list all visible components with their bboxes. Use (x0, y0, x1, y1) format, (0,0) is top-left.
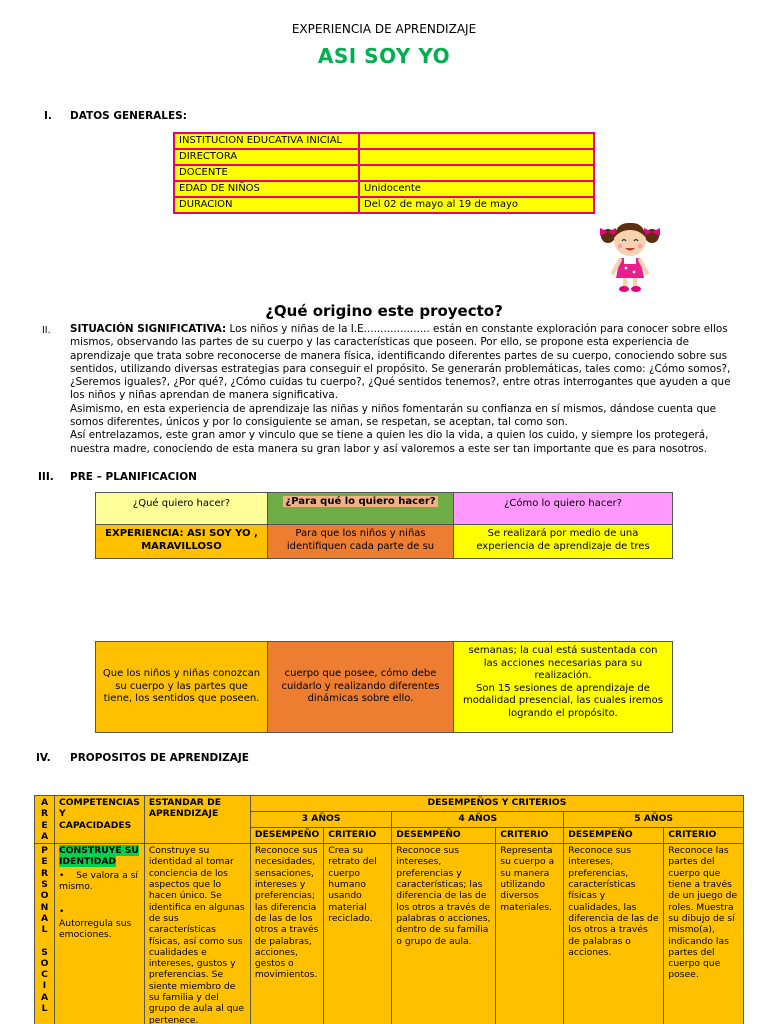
area-letter: E (41, 819, 48, 831)
table-row (174, 149, 594, 165)
table-cell: cuerpo que posee, cómo debe cuidarlo y realizando diferentes dinámicas sobre ello. (268, 642, 454, 733)
table-cell-label: DURACION (174, 197, 359, 213)
table-cell-value: Unidocente (359, 181, 594, 197)
table-row (174, 181, 594, 197)
pre-planificacion-table (95, 492, 673, 559)
area-letter: A (40, 797, 49, 808)
area-header (35, 796, 55, 844)
table-cell (454, 642, 673, 733)
datos-generales-table (173, 132, 595, 214)
criterio-3-cell: Crea su retrato del cuerpo humano usando material reciclado. (324, 844, 392, 1024)
table-header-row (35, 796, 744, 812)
table-cell-label: DIRECTORA (174, 149, 359, 165)
document-title: ASI SOY YO (317, 44, 451, 68)
situacion-significativa (70, 323, 736, 456)
section-4-number: IV. (36, 752, 51, 764)
area-letter: A (40, 830, 49, 842)
table-row (96, 642, 673, 733)
competencias-header: COMPETENCIAS Y CAPACIDADES (55, 796, 145, 844)
table-cell: Se realizará por medio de una experiencia de aprendizaje de tres (454, 525, 673, 559)
area-letter: O (40, 890, 49, 902)
table-cell: Para que los niños y niñas identifiquen cada parte de su (268, 525, 454, 559)
area-letter: L (41, 924, 48, 936)
section-1-number: I. (44, 110, 52, 122)
criterio-4-cell: Representa su cuerpo a su manera utilizando diversos materiales. (496, 844, 564, 1024)
age-header: 5 AÑOS (564, 812, 744, 828)
table-header-row (96, 493, 673, 525)
paragraph (70, 323, 736, 403)
cell-line: semanas; la cual está sustentada con las acciones necesarias para su realización. (468, 645, 658, 681)
cell-line: Son 15 sesiones de aprendizaje de modalidad presencial, las cuales iremos logrando el propósito. (463, 682, 663, 719)
desempeno-5-cell: Reconoce sus intereses, preferencias, características físicas y cualidades, las diferencia de las de los otros a través de palabras o acciones. (564, 844, 664, 1024)
table-row (174, 197, 594, 213)
paragraph-text: Los niños y niñas de la I.E.................... están en constante exploración para conocer sobre ellos mismos, observando las partes de su cuerpo y las características que poseen. Por ello, se propone esta experiencia de aprendizaje que trata sobre reconocerse de manera física, identificando diferentes partes de su cuerpo, conociendo sobre sus sentidos, utilizando diversas estrategias para conseguir el propósito. Se generarán problemáticas, tales como: ¿Cómo somos?, ¿Seremos iguales?, ¿Por qué?, ¿Cómo cuidas tu cuerpo?, ¿Qué sentidos tenemos?, entre otras interrogantes que ayuden a que los niños y niñas aprendan de manera significativa. (70, 323, 731, 402)
table-row (174, 165, 594, 181)
table-cell-label: DOCENTE (174, 165, 359, 181)
desempenos-header: DESEMPEÑOS Y CRITERIOS (250, 796, 743, 812)
age-header: 4 AÑOS (392, 812, 564, 828)
area-letter: C (41, 969, 48, 981)
area-letter: N (40, 901, 49, 913)
table-header: ¿Cómo lo quiero hacer? (454, 493, 673, 525)
table-header-label: ¿Para qué lo quiero hacer? (285, 496, 436, 507)
criterio-subheader: CRITERIO (324, 828, 392, 844)
section-4-title: PROPOSITOS DE APRENDIZAJE (70, 752, 249, 764)
capacidad-text: Se valora a sí mismo. (59, 869, 138, 893)
table-row (174, 133, 594, 149)
area-letter: R (40, 867, 49, 879)
estandar-cell: Construye su identidad al tomar conciencia de los aspectos que lo hacen único. Se identifica en algunas de sus características físicas, así como sus cualidades e intereses, gustos y preferencias. Se siente miembro de su familia y del grupo de aula al que pertenece. (144, 844, 250, 1024)
section-2-title: SITUACIÓN SIGNIFICATIVA: (70, 323, 227, 335)
table-row (35, 844, 744, 1024)
girl-illustration (596, 218, 664, 294)
section-1-title: DATOS GENERALES: (70, 110, 187, 122)
table-cell-label: EDAD DE NIÑOS (174, 181, 359, 197)
area-letter: O (40, 957, 49, 969)
area-letter-gap (39, 936, 50, 947)
area-letter: P (41, 845, 48, 857)
project-question: ¿Qué origino este proyecto? (265, 302, 503, 320)
section-2-number: II. (42, 325, 51, 336)
area-letter: A (40, 912, 49, 924)
table-cell: EXPERIENCIA: ASI SOY YO , MARAVILLOSO (96, 525, 268, 559)
estandar-header: ESTANDAR DE APRENDIZAJE (144, 796, 250, 844)
area-letter: I (42, 980, 47, 992)
age-header: 3 AÑOS (250, 812, 391, 828)
area-letter: S (41, 946, 48, 958)
competencia-cell (55, 844, 145, 1024)
desempeno-subheader: DESEMPEÑO (392, 828, 496, 844)
area-letter: S (41, 879, 48, 891)
capacidad-text: Autorregula sus emociones. (59, 917, 132, 940)
section-3-number: III. (38, 471, 54, 483)
table-cell-value (359, 149, 594, 165)
desempeno-subheader: DESEMPEÑO (250, 828, 323, 844)
desempeno-3-cell: Reconoce sus necesidades, sensaciones, intereses y preferencias; las diferencia de las de los otros a través de palabras, acciones, gestos o movimientos. (250, 844, 323, 1024)
table-cell-value (359, 165, 594, 181)
area-letter: A (40, 991, 49, 1003)
table-row (96, 525, 673, 559)
propositos-table (34, 795, 744, 1024)
table-cell-value: Del 02 de mayo al 19 de mayo (359, 197, 594, 213)
paragraph: Así entrelazamos, este gran amor y vinculo que se tiene a quien les dio la vida, a quien los cuido, y siempre los protegerá, nuestra madre, conociendo de esta manera su gran labor y así valoremos a este ser tan importante que es para nosotros. (70, 429, 709, 455)
criterio-5-cell: Reconoce las partes del cuerpo que tiene a través de un juego de roles. Muestra su dibujo de sí mismo(a), indicando las partes del cuerpo que posee. (664, 844, 744, 1024)
capacidad-item: • Se valora a sí mismo. (59, 869, 138, 893)
table-header: ¿Qué quiero hacer? (96, 493, 268, 525)
table-cell-value (359, 133, 594, 149)
desempeno-subheader: DESEMPEÑO (564, 828, 664, 844)
paragraph: Asimismo, en esta experiencia de aprendizaje las niñas y niños fomentarán su confianza en sí mismos, dándose cuenta que somos diferentes, únicos y por lo consiguiente se aman, se respetan, se aceptan, tal como son. (70, 402, 717, 429)
desempeno-4-cell: Reconoce sus intereses, preferencias y características; las diferencia de las de los otros a través de palabras o acciones, dentro de su familia o grupo de aula. (392, 844, 496, 1024)
criterio-subheader: CRITERIO (496, 828, 564, 844)
table-cell-label: INSTITUCION EDUCATIVA INICIAL (174, 133, 359, 149)
capacidad-item: • Autorregula sus emociones. (59, 906, 132, 940)
criterio-subheader: CRITERIO (664, 828, 744, 844)
area-name (35, 844, 55, 1024)
competencia-title: CONSTRUYE SU IDENTIDAD (59, 845, 139, 868)
table-cell: Que los niños y niñas conozcan su cuerpo y las partes que tiene, los sentidos que poseen. (96, 642, 268, 733)
section-3-title: PRE – PLANIFICACION (70, 471, 197, 483)
area-letter: E (41, 856, 48, 868)
document-subtitle: EXPERIENCIA DE APRENDIZAJE (291, 22, 477, 36)
pre-planificacion-table-continued (95, 641, 673, 733)
area-letter: L (41, 1003, 48, 1015)
area-letter: R (40, 808, 49, 820)
table-header (268, 493, 454, 525)
